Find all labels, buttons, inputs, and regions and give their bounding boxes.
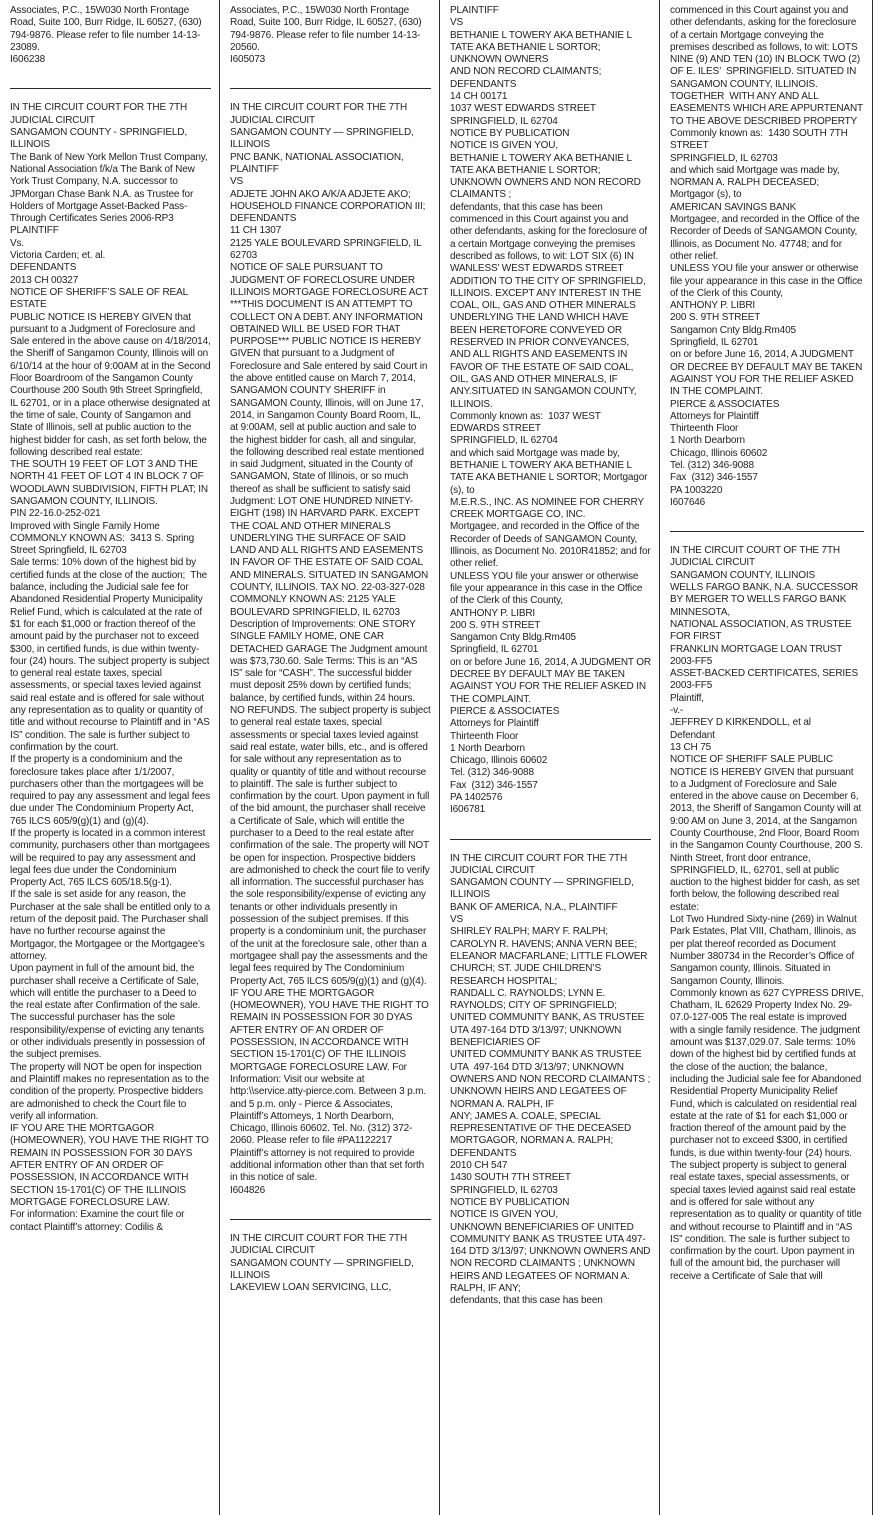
notice-paragraph: and which said Mortgage was made by, [450, 447, 620, 459]
notice-paragraph: AMERICAN SAVINGS BANK [670, 201, 797, 213]
legal-notice [230, 5, 431, 66]
notice-paragraph: I607646 [670, 496, 706, 508]
notice-paragraph: on or before June 16, 2014, A JUDGMENT OR DECREE BY DEFAULT MAY BE TAKEN AGAINST YOU FOR THE RELIEF ASKED IN THE COMPLAINT. [450, 656, 654, 705]
notice-paragraph: Improved with Single Family Home [10, 520, 160, 532]
notice-paragraph: JEFFREY D KIRKENDOLL, et al [670, 717, 811, 729]
notice-paragraph: SPRINGFIELD, IL 62704 [450, 435, 558, 447]
notice-paragraph: BANK OF AMERICA, N.A., PLAINTIFF [450, 901, 618, 913]
notice-paragraph: Mortgagor (s), to [670, 189, 742, 201]
notices-column-4 [660, 0, 873, 1515]
notice-paragraph: IN THE CIRCUIT COURT OF THE 7TH JUDICIAL CIRCUIT [670, 545, 843, 569]
notice-paragraph: NOTICE BY PUBLICATION [450, 127, 570, 139]
legal-notice [10, 5, 211, 66]
notice-paragraph: PIERCE & ASSOCIATES [450, 705, 560, 717]
notice-paragraph: UNITED COMMUNITY BANK, AS TRUSTEE UTA 497-164 DTD 3/13/97; UNKNOWN BENEFICIARIES OF [450, 1012, 647, 1049]
notice-paragraph: SANGAMON COUNTY, ILLINOIS [670, 569, 815, 581]
notice-paragraph: Springfield, IL 62701 [450, 644, 539, 656]
notice-paragraph: 2010 CH 547 [450, 1160, 508, 1172]
notice-paragraph: IN THE CIRCUIT COURT FOR THE 7TH JUDICIAL CIRCUIT [10, 102, 190, 126]
notice-paragraph: I606781 [450, 804, 486, 816]
notice-paragraph: ASSET-BACKED CERTIFICATES, SERIES 2003-FF5 [670, 668, 861, 692]
notice-paragraph: NOTICE IS GIVEN YOU, [450, 140, 558, 152]
notice-paragraph: Thirteenth Floor [450, 730, 519, 742]
notice-paragraph: LAKEVIEW LOAN SERVICING, LLC, [230, 1282, 392, 1294]
notice-paragraph: commenced in this Court against you and other defendants, asking for the foreclosure of a certain Mortgage conveying the premises described as follows, to wit: LOTS NINE (9) AND TEN (10) IN BLOCK TWO (2) OF E. ILES’ SPRINGFIELD. SITUATED IN SANGAMON COUNTY, ILLINOIS. TOGETHER WITH ANY AND ALL EASEMENTS WHICH ARE APPURTENANT TO THE ABOVE DESCRIBED PROPERTY [670, 5, 866, 127]
notice-paragraph: Sangamon Cnty Bldg.Rm405 [670, 324, 796, 336]
notice-paragraph: BETHANIE L TOWERY AKA BETHANIE L TATE AKA BETHANIE L SORTOR; UNKNOWN OWNERS AND NON RECORD CLAIMANTS ; [450, 152, 644, 201]
notice-paragraph: NOTICE OF SHERIFF SALE PUBLIC NOTICE IS HEREBY GIVEN that pursuant to a Judgment of Foreclosure and Sale entered in the above cause on December 6, 2013, the Sheriff of Sangamon County will at 9:00 AM on June 3, 2014, at the Sangamon County Courthouse, 2nd Floor, Board Room in the Sangamon County Courthouse, 200 S. Ninth Street, front door entrance, SPRINGFIELD, IL, 62701, sell at public auction to the highest bidder for cash, as set forth below, the following described real estate: [670, 754, 866, 913]
notice-paragraph: SPRINGFIELD, IL 62704 [450, 115, 558, 127]
notice-paragraph: Attorneys for Plaintiff [670, 410, 759, 422]
notice-paragraph: I604826 [230, 1184, 266, 1196]
notice-paragraph: Tel. (312) 346-9088 [670, 459, 754, 471]
notice-paragraph: IN THE CIRCUIT COURT FOR THE 7TH JUDICIAL CIRCUIT [230, 102, 410, 126]
notices-column-1 [0, 0, 220, 1515]
notice-paragraph: Mortgagee, and recorded in the Office of the Recorder of Deeds of SANGAMON County, Illinois, as Document No. 47748; and for other relief. [670, 214, 863, 262]
notice-paragraph: SANGAMON COUNTY - SPRINGFIELD, ILLINOIS [10, 127, 190, 151]
notice-paragraph: PIN 22-16.0-252-021 [10, 508, 101, 520]
notice-paragraph: BETHANIE L TOWERY AKA BETHANIE L TATE AKA BETHANIE L SORTOR; Mortgagor (s), to [450, 459, 650, 496]
notice-paragraph: Plaintiff, [670, 692, 704, 704]
notice-paragraph: PNC BANK, NATIONAL ASSOCIATION, [230, 151, 404, 163]
notice-paragraph: Tel. (312) 346-9088 [450, 767, 534, 779]
notice-paragraph: 1430 SOUTH 7TH STREET [450, 1172, 571, 1184]
notice-paragraph: ANTHONY P. LIBRI [670, 300, 756, 312]
notice-paragraph: Fax (312) 346-1557 [670, 472, 758, 484]
notice-paragraph: 200 S. 9TH STREET [670, 312, 761, 324]
notice-paragraph: Defendant [670, 729, 715, 741]
notice-paragraph: PA 1003220 [670, 484, 723, 496]
notice-paragraph: VS [450, 914, 464, 926]
notice-paragraph: Victoria Carden; et. al. [10, 250, 106, 262]
notice-paragraph: If the property is located in a common interest community, purchasers other than mortgagees will be required to pay any assessment and legal fees due under the Condominium Property Act, 765 ILCS 605/18.5(g-1). [10, 828, 213, 889]
notice-paragraph: 11 CH 1307 [230, 225, 282, 237]
notice-paragraph: DEFENDANTS [450, 78, 517, 90]
notice-paragraph: AND NON RECORD CLAIMANTS; [450, 66, 602, 78]
notice-paragraph: UNLESS YOU file your answer or otherwise file your appearance in this case in the Office of the Clerk of this County, [670, 263, 865, 299]
notice-paragraph: SANGAMON COUNTY — SPRINGFIELD, ILLINOIS [230, 127, 417, 151]
notice-paragraph: defendants, that this case has been [450, 1295, 603, 1307]
notice-paragraph: SPRINGFIELD, IL 62703 [450, 1184, 558, 1196]
notice-paragraph: Commonly known as: 1037 WEST EDWARDS STREET [450, 410, 604, 435]
notice-paragraph: VS [450, 17, 464, 29]
notice-paragraph: Upon payment in full of the amount bid, the purchaser shall receive a Certificate of Sale, which will entitle the purchaser to a Deed to the real estate after Confirmation of the sale. The successful purchaser has the sole responsibility/expense of evicting any tenants or other individuals presently in possession of the subject premises. [10, 963, 208, 1061]
notice-paragraph: Thirteenth Floor [670, 423, 739, 435]
notice-paragraph: Attorneys for Plaintiff [450, 718, 539, 730]
notice-paragraph: RANDALL C. RAYNOLDS; LYNN E. RAYNOLDS; CITY OF SPRINGFIELD; [450, 987, 617, 1012]
notice-paragraph: UNITED COMMUNITY BANK AS TRUSTEE UTA 497-164 DTD 3/13/97; UNKNOWN OWNERS AND NON RECORD CLAIMANTS ; UNKNOWN HEIRS AND LEGATEES OF NORMAN A. RALPH, IF [450, 1049, 653, 1110]
notice-paragraph: Associates, P.C., 15W030 North Frontage Road, Suite 100, Burr Ridge, IL 60527, (630) 794-9876. Please refer to file number 14-13-20560. [230, 5, 425, 53]
notice-paragraph: SHIRLEY RALPH; MARY F. RALPH; CAROLYN R. HAVENS; ANNA VERN BEE; ELEANOR MACFARLANE; LITTLE FLOWER CHURCH; ST. JUDE CHILDREN’S RESEARCH HOSPITAL; [450, 926, 650, 987]
notice-paragraph: PA 1402576 [450, 792, 503, 803]
notice-paragraph: I605073 [230, 54, 266, 66]
notice-divider [230, 88, 431, 89]
notice-paragraph: defendants, that this case has been commenced in this Court against you and other defendants, asking for the foreclosure of a certain Mortgage conveying the premises described as follows, to wit: LOT SIX (6) IN WANLESS’ WEST EDWARDS STREET ADDITION TO THE CITY OF SPRINGFIELD, ILLINOIS. EXCEPT ANY INTEREST IN THE COAL, OIL, GAS AND OTHER MINERALS UNDERLYING THE LAND WHICH HAVE BEEN HERETOFORE CONVEYED OR RESERVED IN PRIOR CONVEYANCES, AND ALL RIGHTS AND EASEMENTS IN FAVOR OF THE ESTATE OF SAID COAL, OIL, GAS AND OTHER MINERALS, IF ANY.SITUATED IN SANGAMON COUNTY, ILLINOIS. [450, 201, 650, 410]
notice-paragraph: PIERCE & ASSOCIATES [670, 398, 780, 410]
notice-paragraph: IN THE CIRCUIT COURT FOR THE 7TH JUDICIAL CIRCUIT [450, 852, 630, 876]
notice-paragraph: The property will NOT be open for inspection and Plaintiff makes no representation as to the condition of the property. Prospective bidders are admonished to check the Court file to verify all information. [10, 1061, 212, 1122]
notice-paragraph: If the property is a condominium and the foreclosure takes place after 1/1/2007, purchasers other than the mortgagees will be required to pay any assessment and legal fees due under The Condominium Property Act, 765 ILCS 605/9(g)(1) and (g)(4). [10, 754, 213, 827]
legal-notice [10, 102, 214, 1233]
notice-paragraph: FRANKLIN MORTGAGE LOAN TRUST 2003-FF5 [670, 643, 845, 667]
notice-paragraph: 2125 YALE BOULEVARD SPRINGFIELD, IL 62703 [230, 237, 424, 262]
notice-paragraph: ANTHONY P. LIBRI [450, 607, 536, 619]
notice-paragraph: NATIONAL ASSOCIATION, AS TRUSTEE FOR FIRST [670, 618, 855, 643]
notice-paragraph: IN THE CIRCUIT COURT FOR THE 7TH JUDICIAL CIRCUIT [230, 1232, 410, 1257]
notice-paragraph: Lot Two Hundred Sixty-nine (269) in Walnut Park Estates, Plat VIII, Chatham, Illinois, as per plat thereof recorded as Document Number 380734 in the Recorder’s Office of Sangamon county, Illinois. Situated in Sangamon County, Illinois. [670, 914, 860, 987]
legal-notice [450, 853, 651, 1308]
notice-paragraph: DEFENDANTS [10, 262, 77, 274]
notice-paragraph: DEFENDANTS [230, 213, 297, 225]
legal-notice [230, 102, 434, 1196]
notice-paragraph: Vs. [10, 237, 24, 249]
notice-paragraph: The Bank of New York Mellon Trust Company, National Association f/k/a The Bank of New York Trust Company, N.A. successor to JPMorgan Chase Bank N.A. as Trustee for Holders of Mortgage Asset-Backed Pass-Through Certificates Series 2006-RP3 [10, 151, 211, 225]
notice-paragraph: Chicago, Illinois 60602 [450, 755, 548, 767]
notice-paragraph: IF YOU ARE THE MORTGAGOR (HOMEOWNER), YOU HAVE THE RIGHT TO REMAIN IN POSSESSION FOR 30 DAYS AFTER ENTRY OF AN ORDER OF POSSESSION, IN ACCORDANCE WITH SECTION 15-1701(C) OF THE ILLINOIS MORTGAGE FORECLOSURE LAW. [10, 1123, 212, 1208]
notice-paragraph: 200 S. 9TH STREET [450, 619, 541, 631]
notice-paragraph: on or before June 16, 2014, A JUDGMENT OR DECREE BY DEFAULT MAY BE TAKEN AGAINST YOU FOR THE RELIEF ASKED IN THE COMPLAINT. [670, 349, 865, 398]
notice-paragraph: NOTICE IS GIVEN YOU, [450, 1209, 558, 1221]
notices-column-2 [220, 0, 440, 1515]
notice-paragraph: and which said Mortgage was made by, NORMAN A. RALPH DECEASED; [670, 164, 843, 189]
notice-paragraph: 13 CH 75 [670, 741, 712, 753]
notice-paragraph: I606238 [10, 54, 46, 66]
notice-divider [670, 531, 864, 532]
legal-notice [450, 5, 654, 817]
notice-paragraph: 1 North Dearborn [670, 435, 745, 447]
notices-column-3 [440, 0, 660, 1515]
notice-paragraph: -v.- [670, 705, 684, 717]
legal-notice [670, 545, 867, 1283]
notice-paragraph: THE SOUTH 19 FEET OF LOT 3 AND THE NORTH 41 FEET OF LOT 4 IN BLOCK 7 OF WOODLAWN SUBDIVISION, FIFTH PLAT; IN SANGAMON COUNTY, ILLINOIS. [10, 459, 211, 507]
notice-paragraph: Chicago, Illinois 60602 [670, 447, 768, 459]
notice-paragraph: Sale terms: 10% down of the highest bid by certified funds at the close of the auction; The balance, including the Judicial sale fee for Abandoned Residential Property Municipality Relief Fund, which is calculated at the rate of $1 for each $1,000 or fraction thereof of the amount paid by the purchaser not to exceed $300, in certified funds, is due within twenty-four (24) hours. The subject property is subject to general real estate taxes, special assessments, or special taxes levied against said real estate and is offered for sale without any representation as to quality or quantity of title and without recourse to Plaintiff and in “AS IS” condition. The sale is further subject to confirmation by the court. [10, 557, 213, 753]
legal-notice [670, 5, 864, 509]
notice-paragraph: VS [230, 176, 244, 188]
notice-paragraph: Commonly known as: 1430 SOUTH 7TH STREET [670, 127, 851, 152]
notice-paragraph: PLAINTIFF [230, 163, 279, 175]
notice-paragraph: For information: Examine the court file or contact Plaintiff’s attorney: Codilis & [10, 1209, 187, 1233]
legal-notice [230, 1233, 431, 1294]
notice-paragraph: UNKNOWN BENEFICIARIES OF UNITED COMMUNITY BANK AS TRUSTEE UTA 497-164 DTD 3/13/97; UNKNOWN OWNERS AND NON RECORD CLAIMANTS ; UNKNOWN HEIRS AND LEGATEES OF NORMAN A. RALPH, IF ANY; [450, 1221, 653, 1294]
notice-paragraph: NOTICE OF SALE PURSUANT TO JUDGMENT OF FORECLOSURE UNDER ILLINOIS MORTGAGE FORECLOSURE ACT ***THIS DOCUMENT IS AN ATTEMPT TO COLLECT ON A DEBT. ANY INFORMATION OBTAINED WILL BE USED FOR THAT PURPOSE*** PUBLIC NOTICE IS HEREBY GIVEN that pursuant to a Judgment of Foreclosure and Sale entered by said Court in the above entitled cause on March 7, 2014, SANGAMON COUNTY SHERIFF in SANGAMON County, Illinois, will on June 17, 2014, in Sangamon County Board Room, IL, at 9:00AM, sell at public auction and sale to the highest bidder for cash, all and singular, the following described real estate mentioned in said Judgment, situated in the County of SANGAMON, State of Illinois, or so much thereof as shall be sufficient to satisfy said Judgment: LOT ONE HUNDRED NINETY-EIGHT (198) IN HARVARD PARK. EXCEPT THE COAL AND OTHER MINERALS UNDERLYING THE SURFACE OF SAID LAND AND ALL RIGHTS AND EASEMENTS IN FAVOR OF THE ESTATE OF SAID COAL AND MINERALS. SITUATED IN SANGAMON COUNTY, ILLINOIS. TAX NO. 22-03-327-028 COMMONLY KNOWN AS: 2125 YALE BOULEVARD SPRINGFIELD, IL 62703 Description of Improvements: ONE STORY SINGLE FAMILY HOME, ONE CAR DETACHED GARAGE The Judgment amount was $73,730.60. Sale Terms: This is an “AS IS” sale for “CASH”. The successful bidder must deposit 25% down by certified funds; balance, by certified funds, within 24 hours. NO REFUNDS. The subject property is subject to general real estate taxes, special assessments or special taxes levied against said real estate, water bills, etc., and is offered for sale without any representation as to quality or quantity of title and without recourse to plaintiff. The sale is further subject to confirmation by the court. Upon payment in full of the bid amount, the purchaser shall receive a Certificate of Sale, which will entitle the purchaser to a Deed to the real estate after confirmation of the sale. The property will NOT be open for inspection. Prospective bidders are admonished to check the court file to verify all information. The successful purchaser has the sole responsibility/expense of evicting any tenants or other individuals presently in possession of the subject premises. If this property is a condominium unit, the purchaser of the unit at the foreclosure sale, other than a mortgagee shall pay the assessments and the legal fees required by The Condominium Property Act, 765 ILCS 605/9(g)(1) and (g)(4). IF YOU ARE THE MORTGAGOR (HOMEOWNER), YOU HAVE THE RIGHT TO REMAIN IN POSSESSION FOR 30 DYAS AFTER ENTRY OF AN ORDER OF POSSESSION, IN ACCORDANCE WITH SECTION 15-1701(C) OF THE ILLINOIS MORTGAGE FORECLOSURE LAW. For Information: Visit our website at http:\\service.atty-pierce.com. Between 3 p.m. and 5 p.m. only - Pierce & Associates, Plaintiff’s Attorneys, 1 North Dearborn, Chicago, Illinois 60602. Tel. No. (312) 372-2060. Please refer to file #PA1122217 Plaintiff’s attorney is not required to provide additional information other than that set forth in this notice of sale. [230, 262, 434, 1184]
notice-paragraph: Springfield, IL 62701 [670, 337, 759, 349]
notice-paragraph: PUBLIC NOTICE IS HEREBY GIVEN that pursuant to a Judgment of Foreclosure and Sale entered in the above cause on 4/18/2014, the Sheriff of Sangamon County, Illinois will on 6/10/14 at the hour of 9:00AM at in the Second Floor Boardroom of the Sangamon County Courthouse 200 South 9th Street Springfield, IL 62701, or in a place otherwise designated at the time of sale, County of Sangamon and State of Illinois, sell at public auction to the highest bidder for cash, as set forth below, the following described real estate: [10, 311, 214, 458]
notice-paragraph: PLAINTIFF [450, 5, 499, 16]
notice-paragraph: Sangamon Cnty Bldg.Rm405 [450, 632, 576, 644]
notice-paragraph: WELLS FARGO BANK, N.A. SUCCESSOR BY MERGER TO WELLS FARGO BANK MINNESOTA, [670, 582, 861, 618]
notice-paragraph: Mortgagee, and recorded in the Office of the Recorder of Deeds of SANGAMON County, Illinois, as Document No. 2010R41852; and for other relief. [450, 521, 654, 570]
notice-paragraph: SPRINGFIELD, IL 62703 [670, 152, 778, 164]
notice-paragraph: UNLESS YOU file your answer or otherwise file your appearance in this case in the Office of the Clerk of this County, [450, 570, 645, 607]
notice-paragraph: COMMONLY KNOWN AS: 3413 S. Spring Street Springfield, IL 62703 [10, 532, 197, 557]
notice-paragraph: 1037 WEST EDWARDS STREET [450, 103, 596, 115]
notice-paragraph: NOTICE BY PUBLICATION [450, 1196, 570, 1208]
notice-paragraph: ANY; JAMES A. COALE, SPECIAL REPRESENTATIVE OF THE DECEASED MORTGAGOR, NORMAN A. RALPH; DEFENDANTS [450, 1110, 634, 1159]
notice-paragraph: M.E.R.S., INC. AS NOMINEE FOR CHERRY CREEK MORTGAGE CO, INC. [450, 496, 647, 521]
notice-paragraph: SANGAMON COUNTY — SPRINGFIELD, ILLINOIS [230, 1257, 417, 1281]
notice-paragraph: BETHANIE L TOWERY AKA BETHANIE L TATE AKA BETHANIE L SORTOR; UNKNOWN OWNERS [450, 29, 635, 66]
notice-paragraph: SANGAMON COUNTY — SPRINGFIELD, ILLINOIS [450, 877, 637, 901]
notice-paragraph: 2013 CH 00327 [10, 274, 79, 286]
notice-divider [10, 88, 211, 89]
notice-paragraph: 1 North Dearborn [450, 742, 525, 754]
notice-paragraph: 14 CH 00171 [450, 91, 508, 103]
notice-paragraph: Commonly known as 627 CYPRESS DRIVE, Chatham, IL 62629 Property Index No. 29-07.0-127-005 The real estate is improved with a single family residence. The judgment amount was $137,029.07. Sale terms: 10% down of the highest bid by certified funds at the close of the auction; the balance, including the Judicial sale fee for Abandoned Residential Property Municipality Relief Fund, which is calculated on residential real estate at the rate of $1 for each $1,000 or fraction thereof of the amount paid by the purchaser not to exceed $300, in certified funds, is due within twenty-four (24) hours. The subject property is subject to general real estate taxes, special assessments, or special taxes levied against said real estate and is offered for sale without any representation as to quality or quantity of title and without recourse to Plaintiff and in “AS IS” condition. The sale is further subject to confirmation by the court. Upon payment in full of the amount bid, the purchaser will receive a Certificate of Sale that will [670, 987, 867, 1282]
notice-paragraph: NOTICE OF SHERIFF’S SALE OF REAL ESTATE [10, 286, 191, 311]
notice-paragraph: ADJETE JOHN AKO A/K/A ADJETE AKO; HOUSEHOLD FINANCE CORPORATION III; [230, 188, 426, 212]
notice-paragraph: Associates, P.C., 15W030 North Frontage Road, Suite 100, Burr Ridge, IL 60527, (630) 794-9876. Please refer to file number 14-13-23089. [10, 5, 205, 53]
notice-divider [450, 839, 651, 840]
notice-divider [230, 1219, 431, 1220]
notice-paragraph: PLAINTIFF [10, 225, 59, 237]
notice-paragraph: Fax (312) 346-1557 [450, 779, 538, 791]
notice-paragraph: If the sale is set aside for any reason, the Purchaser at the sale shall be entitled only to a return of the deposit paid. The Purchaser shall have no further recourse against the Mortgagor, the Mortgagee or the Mortgagee’s attorney. [10, 889, 213, 962]
